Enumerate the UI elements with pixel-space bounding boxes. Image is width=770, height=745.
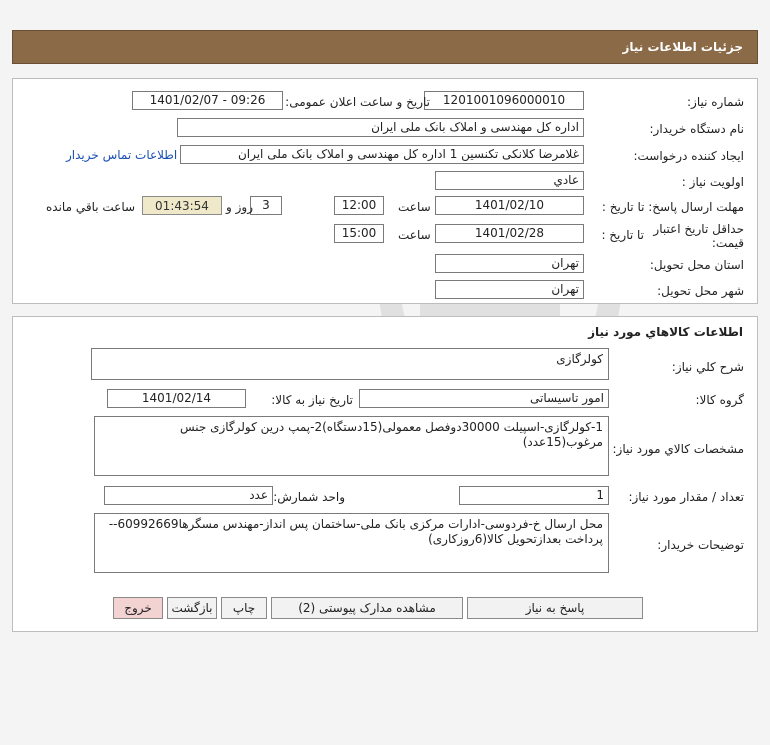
view-attachments-button[interactable]: مشاهده مدارک پیوستی (2): [271, 597, 463, 619]
buyer-notes-field: محل ارسال خ-فردوسی-ادارات مرکزی بانک ملی-ساختمان پس انداز-مهندس مسگرها60992669-- پرداخت بعدازتحویل کالا(6روزکاری): [94, 513, 609, 573]
province-label: استان محل تحویل:: [649, 258, 744, 272]
buyer-notes-label: توضیحات خریدار:: [657, 538, 744, 552]
remaining-time-field: 01:43:54: [142, 196, 222, 215]
buyer-org-label: نام دستگاه خریدار:: [649, 122, 744, 136]
spec-field: 1-کولرگازی-اسپیلت 30000دوفصل معمولی(15دستگاه)2-پمپ درین کولرگازی جنس مرغوب(15عدد): [94, 416, 609, 476]
back-button[interactable]: بازگشت: [167, 597, 217, 619]
unit-label: واحد شمارش:: [273, 490, 345, 504]
page-title: جزئیات اطلاعات نیاز: [622, 40, 743, 54]
city-field: تهران: [435, 280, 584, 299]
reply-deadline-label: مهلت ارسال پاسخ: تا تاریخ :: [601, 200, 744, 214]
unit-field: عدد: [104, 486, 273, 505]
need-date-field: 1401/02/14: [107, 389, 246, 408]
validity-to-date-label: تا تاریخ :: [601, 228, 644, 242]
creator-label: ایجاد کننده درخواست:: [633, 149, 744, 163]
summary-field: کولرگازی: [91, 348, 609, 380]
reply-time-field: 12:00: [334, 196, 384, 215]
print-button[interactable]: چاپ: [221, 597, 267, 619]
reply-time-label: ساعت: [398, 200, 431, 214]
province-field: تهران: [435, 254, 584, 273]
remaining-time-label: ساعت باقي مانده: [46, 200, 136, 214]
need-details-panel: [12, 78, 758, 304]
goods-group-label: گروه کالا:: [695, 393, 744, 407]
announce-datetime-field: 1401/02/07 - 09:26: [132, 91, 283, 110]
reply-button[interactable]: پاسخ به نیاز: [467, 597, 643, 619]
goods-group-field: امور تاسیساتی: [359, 389, 609, 408]
city-label: شهر محل تحویل:: [657, 284, 744, 298]
exit-button[interactable]: خروج: [113, 597, 163, 619]
validity-time-label: ساعت: [398, 228, 431, 242]
validity-date-field: 1401/02/28: [435, 224, 584, 243]
goods-section-title: اطلاعات کالاهاي مورد نياز: [588, 325, 743, 339]
need-date-label: تاریخ نیاز به کالا:: [271, 393, 353, 407]
announce-datetime-label: تاریخ و ساعت اعلان عمومی:: [285, 95, 430, 109]
need-number-label: شماره نیاز:: [687, 95, 744, 109]
spec-label: مشخصات کالاي مورد نياز:: [612, 442, 744, 456]
reply-date-field: 1401/02/10: [435, 196, 584, 215]
summary-label: شرح کلي نياز:: [671, 360, 744, 374]
priority-label: اولویت نیاز :: [681, 175, 744, 189]
price-validity-label: حداقل تاریخ اعتبار قیمت:: [653, 222, 744, 250]
buyer-org-field: اداره کل مهندسی و املاک بانک ملی ایران: [177, 118, 584, 137]
buyer-contact-link[interactable]: اطلاعات تماس خریدار: [66, 148, 178, 162]
creator-field: غلامرضا کلانکی تکنسین 1 اداره کل مهندسی و املاک بانک ملی ایران: [180, 145, 584, 164]
need-number-field: 1201001096000010: [424, 91, 584, 110]
page-header: [12, 30, 758, 64]
quantity-field: 1: [459, 486, 609, 505]
priority-field: عادي: [435, 171, 584, 190]
quantity-label: تعداد / مقدار مورد نیاز:: [628, 490, 744, 504]
days-remaining-field: 3: [250, 196, 282, 215]
days-label: روز و: [226, 200, 253, 214]
validity-time-field: 15:00: [334, 224, 384, 243]
